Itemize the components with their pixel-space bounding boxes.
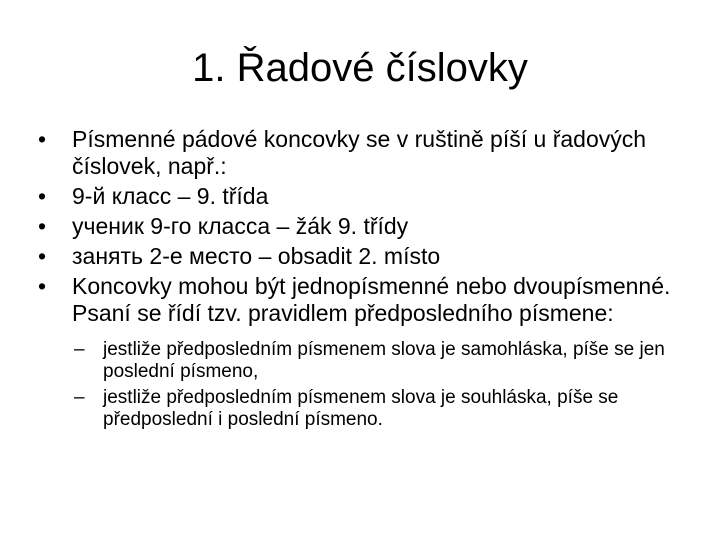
sub-bullet-marker: –: [74, 387, 85, 408]
bullet-item-5: [36, 273, 686, 327]
bullet-text: Písmenné pádové koncovky se v ruštině píší u řadových číslovek, např.:: [72, 126, 647, 179]
sub-bullet-text: jestliže předposledním písmenem slova je samohláska, píše se jen poslední písmeno,: [103, 339, 665, 382]
bullet-marker: •: [38, 243, 47, 269]
bullet-text: занять 2-е место – obsadit 2. místo: [72, 243, 441, 269]
sub-bullet-item-1: [36, 339, 686, 383]
bullet-item-1: [36, 126, 686, 180]
bullet-marker: •: [38, 273, 47, 299]
sub-bullet-marker: –: [74, 339, 85, 360]
sub-bullet-item-2: [36, 387, 686, 431]
sub-bullet-text: jestliže předposledním písmenem slova je souhláska, píše se předposlední i poslední písmeno.: [103, 387, 619, 430]
sub-bullet-list: [36, 339, 686, 431]
bullet-marker: •: [38, 183, 47, 209]
bullet-list: [36, 126, 686, 327]
bullet-item-3: [36, 213, 686, 240]
bullet-item-4: [36, 243, 686, 270]
slide-title: 1. Řadové číslovky: [192, 46, 528, 90]
bullet-text: Koncovky mohou být jednopísmenné nebo dvoupísmenné. Psaní se řídí tzv. pravidlem předposledního písmene:: [72, 273, 671, 326]
bullet-item-2: [36, 183, 686, 210]
bullet-marker: •: [38, 126, 47, 152]
bullet-marker: •: [38, 213, 47, 239]
bullet-text: ученик 9-го класса – žák 9. třídy: [72, 213, 409, 239]
bullet-text: 9-й класс – 9. třída: [72, 183, 269, 209]
slide-content: [36, 126, 686, 435]
